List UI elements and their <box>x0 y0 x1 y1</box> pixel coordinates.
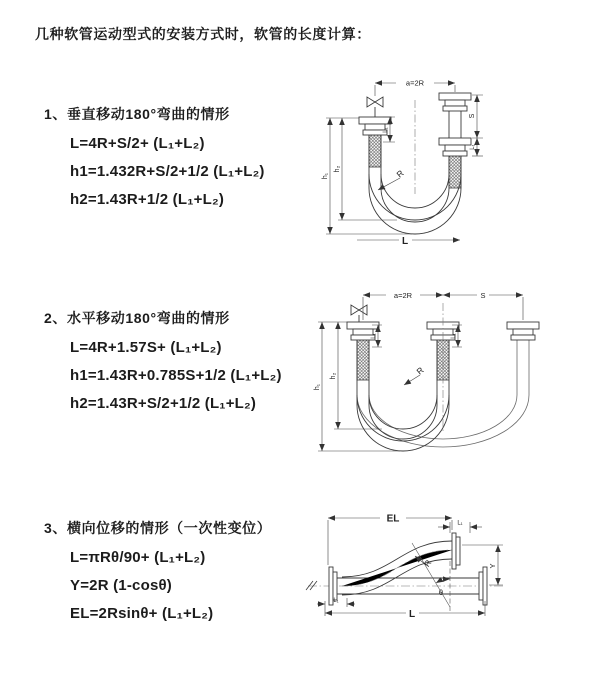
label-length: L <box>401 236 409 247</box>
dim-label-h1: h₁ <box>322 172 329 180</box>
label-length: L <box>408 609 416 620</box>
dim-label-l1-left: L₁ <box>383 127 389 133</box>
dim-label-h2: h₂ <box>334 165 341 173</box>
valve-icon <box>367 97 383 117</box>
horizontal-bend-diagram <box>312 283 572 461</box>
section-lateral-displacement <box>44 518 271 628</box>
axis-break-symbol <box>306 581 317 590</box>
flange-right-displaced <box>507 322 539 340</box>
section-1-formulas <box>44 130 265 214</box>
dim-label-l1-bottom: L₁ <box>333 598 339 604</box>
flange-right-lower <box>479 567 487 605</box>
valve-icon <box>351 305 367 322</box>
label-theta: θ <box>438 588 444 597</box>
section-1-heading: 1、垂直移动180°弯曲的情形 <box>44 106 230 122</box>
lateral-displacement-diagram <box>300 503 595 628</box>
flange-upper-displaced <box>452 533 460 569</box>
section-horizontal-bend <box>44 308 282 418</box>
formula-line: h1=1.43R+0.785S+1/2 (L₁+L₂) <box>70 367 282 384</box>
label-radius: R <box>414 364 426 377</box>
formula-line: L=4R+S/2+ (L₁+L₂) <box>70 135 205 152</box>
formula-line: Y=2R (1-cosθ) <box>70 577 172 594</box>
dim-label-h2: h₂ <box>330 372 337 380</box>
braid-section-left <box>369 135 381 167</box>
dim-label-s: S <box>469 113 476 119</box>
braid-section-middle <box>437 340 449 380</box>
dim-label-l1-top: L₁ <box>457 520 463 527</box>
dim-label-y: Y <box>488 563 497 569</box>
section-2-heading: 2、水平移动180°弯曲的情形 <box>44 310 230 326</box>
braid-section-right <box>449 156 461 188</box>
formula-line: L=πRθ/90+ (L₁+L₂) <box>70 549 206 566</box>
dim-label-l1-right: L₁ <box>470 144 476 150</box>
section-3-heading: 3、横向位移的情形（一次性变位） <box>44 520 272 536</box>
dim-label-a2r: a=2R <box>405 78 425 88</box>
dim-label-h1: h₁ <box>314 383 321 391</box>
formula-line: L=4R+1.57S+ (L₁+L₂) <box>70 339 222 356</box>
braid-section-left <box>357 340 369 380</box>
vertical-bend-diagram <box>312 64 560 256</box>
formula-line: h1=1.432R+S/2+1/2 (L₁+L₂) <box>70 163 265 180</box>
section-2-formulas <box>44 334 282 418</box>
dim-label-s: S <box>480 291 486 300</box>
dim-label-l1-b: L₁ <box>451 333 457 339</box>
flange-right-upper <box>439 93 471 111</box>
label-radius: R <box>394 167 406 180</box>
page-title: 几种软管运动型式的安装方式时，软管的长度计算： <box>35 26 371 42</box>
dimension-lines <box>317 518 503 616</box>
formula-line: h2=1.43R+1/2 (L₁+L₂) <box>70 191 225 208</box>
flange-right-lower <box>439 138 471 156</box>
formula-line: h2=1.43R+S/2+1/2 (L₁+L₂) <box>70 395 257 412</box>
dim-label-el: EL <box>386 513 400 525</box>
dim-label-l1-a: L₁ <box>371 333 377 339</box>
section-vertical-bend <box>44 104 265 214</box>
dim-label-a2r: a=2R <box>393 291 413 300</box>
label-radius: R <box>421 557 434 569</box>
hose-outline <box>357 340 449 451</box>
section-3-formulas <box>44 544 271 628</box>
hose-centerline <box>342 550 452 586</box>
formula-line: EL=2Rsinθ+ (L₁+L₂) <box>70 605 214 622</box>
